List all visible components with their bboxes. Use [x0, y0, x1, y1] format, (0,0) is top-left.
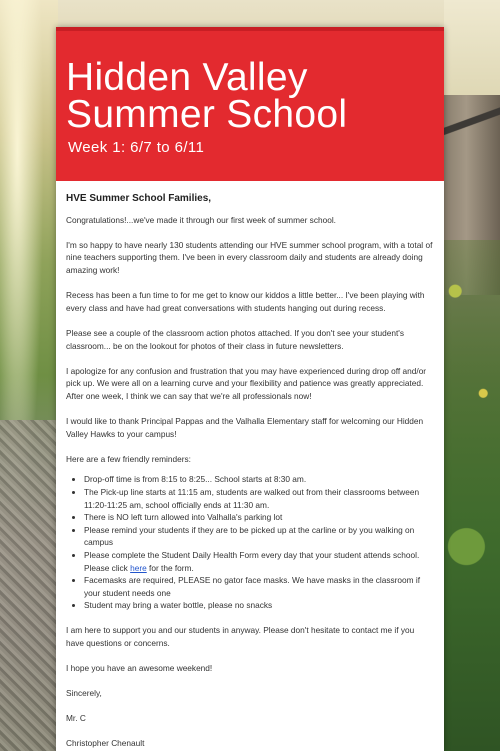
list-item: • Student may bring a water bottle, please no snacks — [84, 599, 434, 612]
signature-full: Christopher Chenault — [66, 738, 145, 749]
list-item: • Facemasks are required, PLEASE no gator face masks. We have masks in the classroom if your student needs one — [84, 574, 434, 599]
health-form-link[interactable]: here — [130, 562, 147, 573]
newsletter-card — [56, 27, 444, 751]
signature-short: Mr. C — [66, 713, 86, 724]
reminders-list — [66, 473, 434, 612]
background-path — [0, 420, 58, 751]
list-item: • There is NO left turn allowed into Valhalla's parking lot — [84, 511, 434, 524]
list-item: • Drop-off time is from 8:15 to 8:25... School starts at 8:30 am. — [84, 473, 434, 486]
paragraph-apology: I apologize for any confusion and frustration that you may have experienced during drop off and/or pick up. We were all on a learning curve and your flexibility and patience was greatly appreciated. After one week, I think we can say that we're all professionals now! — [66, 365, 427, 401]
paragraph-weekend: I hope you have an awesome weekend! — [66, 662, 213, 673]
form-suffix: for the form. — [146, 562, 194, 573]
paragraph-thanks: I would like to thank Principal Pappas and the Valhalla Elementary staff for welcoming our Hidden Valley Hawks to your campus! — [66, 416, 424, 439]
paragraph-reminders-intro: Here are a few friendly reminders: — [66, 453, 191, 464]
list-item: • The Pick-up line starts at 11:15 am, students are walked out from their classrooms between 11:20-11:25 am, school officially ends at 11:30 am. — [84, 486, 434, 511]
page-title — [66, 56, 444, 136]
newsletter-header — [56, 27, 444, 181]
list-item: • Please remind your students if they are to be picked up at the carline or by you walking on campus — [84, 524, 434, 549]
newsletter-content — [56, 181, 444, 750]
health-form-text: Please complete the Student Daily Health Form every day that your student attends school. — [84, 550, 420, 561]
paragraph-congrats: Congratulations!...we've made it through our first week of summer school. — [66, 214, 336, 225]
page-subtitle: Week 1: 6/7 to 6/11 — [68, 139, 205, 156]
greeting: HVE Summer School Families, — [66, 193, 212, 204]
title-line-2: Summer School — [66, 93, 348, 136]
paragraph-support: I am here to support you and our students in anyway. Please don't hesitate to contact me if you have questions or concerns. — [66, 625, 415, 648]
form-prefix: Please click — [84, 562, 131, 573]
list-item — [84, 549, 434, 574]
paragraph-photos: Please see a couple of the classroom action photos attached. If you don't see your student's classroom... be on the lookout for photos of their class in future newsletters. — [66, 327, 405, 351]
background-foliage — [444, 240, 500, 751]
background-roof — [440, 92, 500, 162]
title-line-1: Hidden Valley — [66, 56, 308, 99]
paragraph-students: I'm so happy to have nearly 130 students attending our HVE summer school program, with a total of nine teachers supporting them. I've been in every classroom daily and students are already doing amazing work! — [66, 239, 433, 275]
signoff: Sincerely, — [66, 687, 102, 698]
paragraph-recess: Recess has been a fun time to for me get to know our kiddos a little better... I've been playing with every class and have had great conversations with students hanging out during recess. — [66, 290, 425, 313]
